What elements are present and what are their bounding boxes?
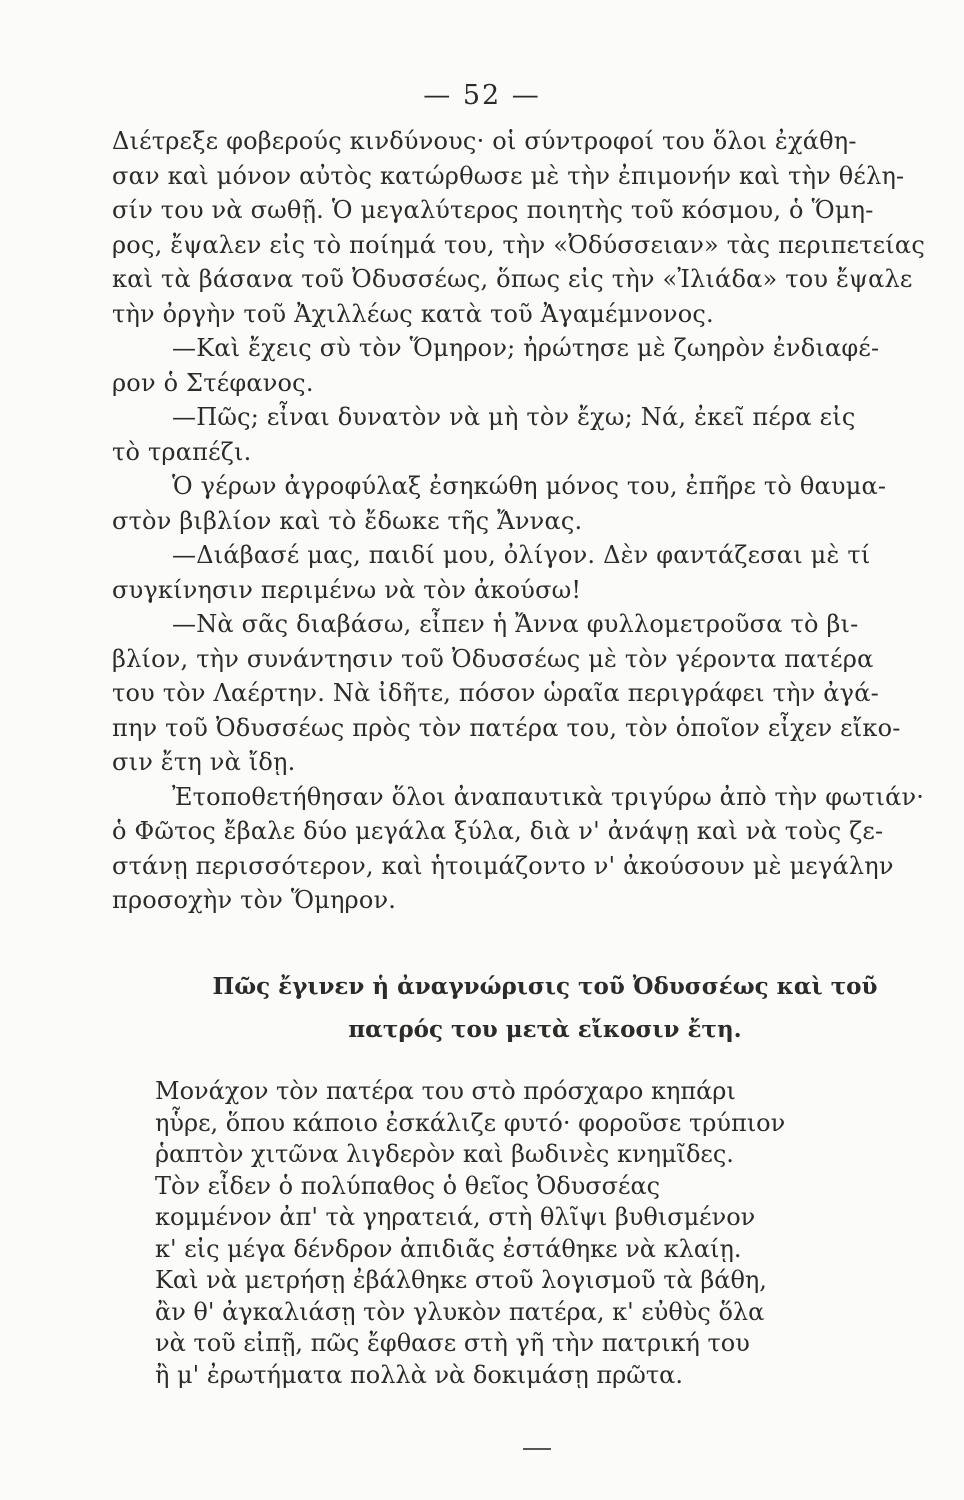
prose-line: συγκίνησιν περιμένω νὰ τὸν ἀκούσω! [112,575,582,604]
poem-line: ῥαπτὸν χιτῶνα λιγδερὸν καὶ βωδινὲς κνημῖδες. [155,1140,734,1168]
prose-line: τὸ τραπέζι. [112,437,252,466]
poem-line: Καὶ νὰ μετρήσῃ ἐβάλθηκε στοῦ λογισμοῦ τὰ βάθη, [155,1266,767,1294]
poem-line: κ' εἰς μέγα δένδρον ἀπιδιᾶς ἐστάθηκε νὰ κλαίῃ. [155,1234,742,1263]
prose-line: στὸν βιβλίον καὶ τὸ ἔδωκε τῆς Ἄννας. [112,506,583,535]
end-rule [523,1448,551,1450]
poem-line: ηὗρε, ὅπου κάποιο ἐσκάλιζε φυτό· φοροῦσε τρύπιον [155,1108,786,1137]
prose-line: ρος, ἔψαλεν εἰς τὸ ποίημά του, τὴν «Ὀδύσσειαν» τὰς περιπετείας [112,230,925,259]
poem-line: ἂν θ' ἀγκαλιάσῃ τὸν γλυκὸν πατέρα, κ' εὐθὺς ὅλα [155,1297,765,1326]
prose-line: προσοχὴν τὸν Ὅμηρον. [112,886,397,914]
prose-line: Ἐτοποθετήθησαν ὅλοι ἀναπαυτικὰ τριγύρω ἀπὸ τὴν φωτιάν· [172,782,925,811]
prose-line: —Πῶς; εἶναι δυνατὸν νὰ μὴ τὸν ἔχω; Νά, ἐκεῖ πέρα εἰς [172,403,856,431]
prose-line: σαν καὶ μόνον αὐτὸς κατώρθωσε μὲ τὴν ἐπιμονήν καὶ τὴν θέλη- [112,161,905,190]
prose-line: —Καὶ ἔχεις σὺ τὸν Ὅμηρον; ἠρώτησε μὲ ζωηρὸν ἐνδιαφέ- [172,334,880,362]
prose-line: Ὁ γέρων ἀγροφύλαξ ἐσηκώθη μόνος του, ἐπῆρε τὸ θαυμα- [172,472,887,500]
prose-line: τὴν ὀργὴν τοῦ Ἀχιλλέως κατὰ τοῦ Ἀγαμέμνονος. [112,299,714,328]
prose-line: βλίον, τὴν συνάντησιν τοῦ Ὀδυσσέως μὲ τὸν γέροντα πατέρα [112,644,874,673]
section-heading [150,965,940,1051]
prose-line: σίν του νὰ σωθῇ. Ὁ μεγαλύτερος ποιητὴς τοῦ κόσμου, ὁ Ὅμη- [112,196,874,224]
prose-line: του τὸν Λαέρτην. Νὰ ἰδῆτε, πόσον ὡραῖα περιγράφει τὴν ἀγά- [112,679,879,707]
prose-line: πην τοῦ Ὀδυσσέως πρὸς τὸν πατέρα του, τὸν ὁποῖον εἶχεν εἴκο- [112,713,901,742]
poem-line: νὰ τοῦ εἰπῇ, πῶς ἔφθασε στὴ γῆ τὴν πατρική του [155,1329,750,1357]
prose-line: —Διάβασέ μας, παιδί μου, ὀλίγον. Δὲν φαντάζεσαι μὲ τί [172,541,871,569]
prose-line: καὶ τὰ βάσανα τοῦ Ὀδυσσέως, ὅπως εἰς τὴν «Ἰλιάδα» του ἔψαλε [112,265,913,293]
poem-line: Τὸν εἶδεν ὁ πολύπαθος ὁ θεῖος Ὀδυσσέας [155,1171,661,1200]
prose-line: στάνῃ περισσότερον, καὶ ἡτοιμάζοντο ν' ἀκούσουν μὲ μεγάλην [112,851,894,880]
poem-line: Μονάχον τὸν πατέρα του στὸ πρόσχαρο κηπάρι [155,1077,736,1105]
prose-line: ὁ Φῶτος ἔβαλε δύο μεγάλα ξύλα, διὰ ν' ἀνάψῃ καὶ νὰ τοὺς ζε- [112,817,884,845]
prose-line: σιν ἔτη νὰ ἴδῃ. [112,748,296,776]
heading-line: Πῶς ἔγινεν ἡ ἀναγνώρισις τοῦ Ὀδυσσέως καὶ τοῦ [212,973,878,1000]
prose-block [112,124,952,918]
page-number: — 52 — [423,80,541,111]
heading-line: πατρός του μετὰ εἴκοσιν ἔτη. [348,1016,742,1043]
prose-line: —Νὰ σᾶς διαβάσω, εἶπεν ἡ Ἄννα φυλλομετροῦσα τὸ βι- [172,610,859,638]
poem-line: ἢ μ' ἐρωτήματα πολλὰ νὰ δοκιμάσῃ πρῶτα. [155,1360,683,1389]
poem-block [155,1076,955,1391]
poem-line: κομμένον ἀπ' τὰ γηρατειά, στὴ θλῖψι βυθισμένον [155,1203,756,1231]
prose-line: ρον ὁ Στέφανος. [112,368,314,397]
prose-line: Διέτρεξε φοβερούς κινδύνους· οἱ σύντροφοί του ὅλοι ἐχάθη- [112,127,857,155]
